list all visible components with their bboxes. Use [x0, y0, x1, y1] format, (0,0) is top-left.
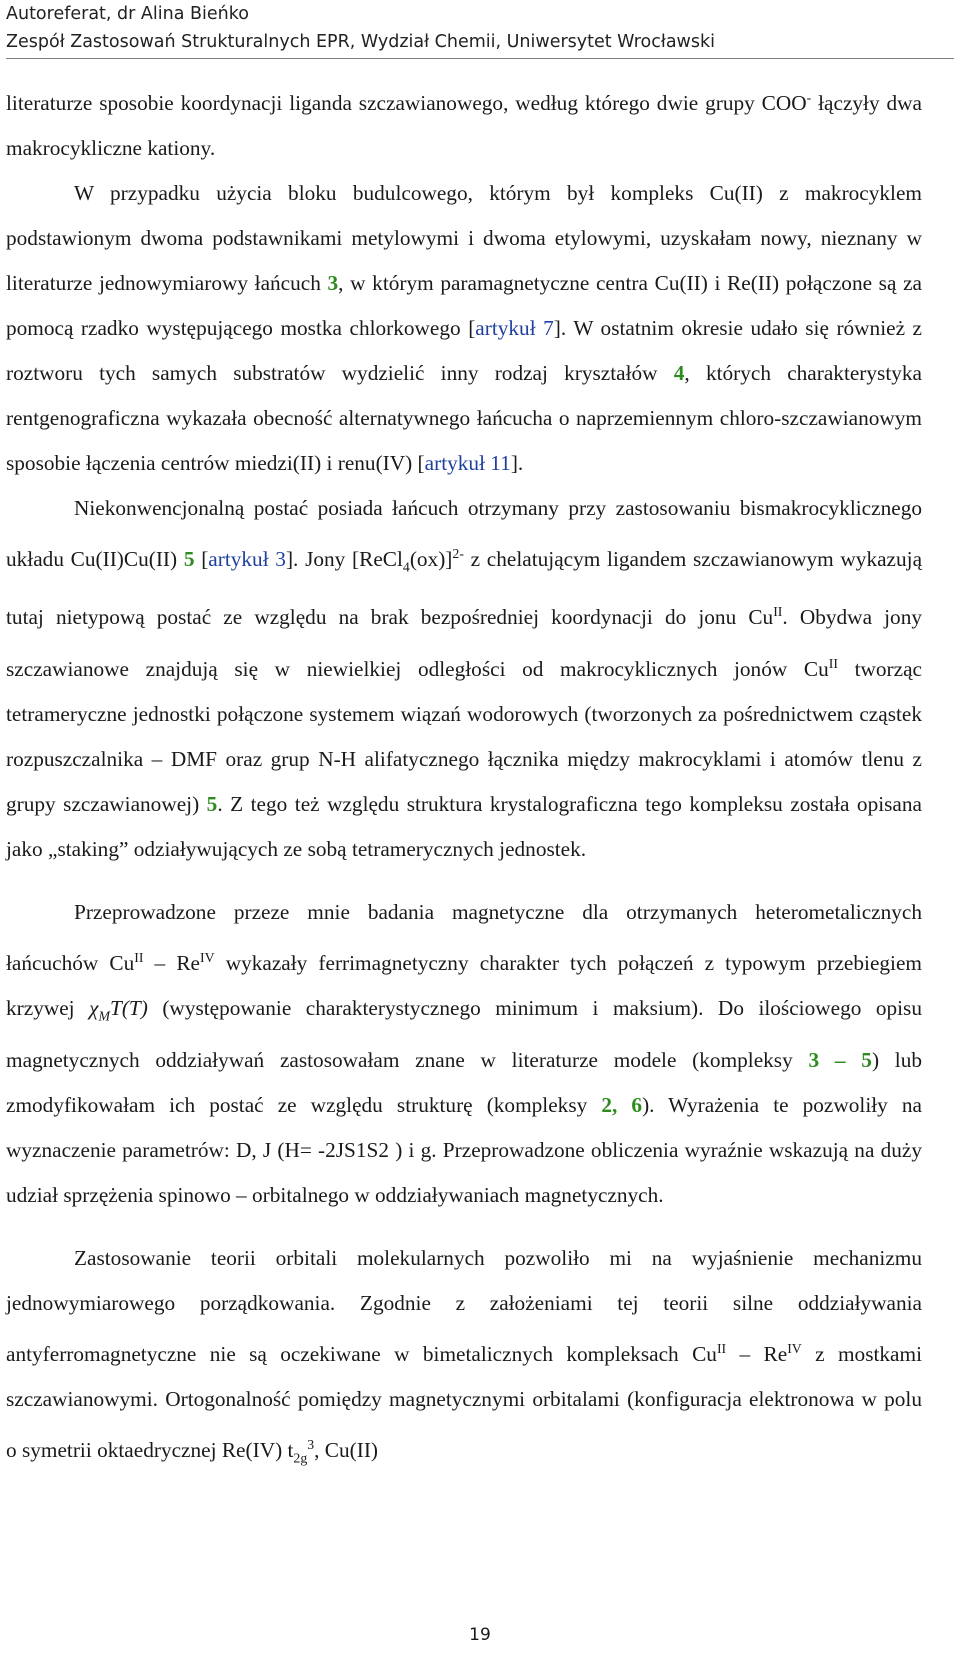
header-affiliation: Zespół Zastosowań Strukturalnych EPR, Wydział Chemii, Uniwersytet Wrocławski: [6, 32, 715, 52]
superscript: II: [773, 604, 783, 620]
text-run: , Cu(II): [314, 1438, 379, 1463]
text-run: – Re: [143, 950, 200, 975]
paragraph: [6, 171, 922, 486]
superscript: II: [716, 1340, 727, 1356]
paragraph: [6, 890, 922, 1218]
paragraph-gap: [6, 1218, 922, 1236]
paragraph-gap: [6, 872, 922, 890]
header-author: Autoreferat, dr Alina Bieńko: [6, 4, 249, 24]
text-run: łączyły dwa makrocykliczne kationy.: [6, 91, 922, 161]
text-run: ]. Jony [ReCl: [285, 547, 403, 572]
compound-number: –: [819, 1047, 862, 1072]
compound-number: 3: [808, 1047, 820, 1072]
italic-text: T(T): [109, 995, 148, 1020]
compound-number: 5: [206, 791, 218, 816]
document-body: [6, 75, 922, 1480]
text-run: ). Wyrażenia te pozwoliły na wyznaczenie parametrów: D, J (H= -2JS1S2 ) i g. Przeprowadzone obliczenia wyraźnie wskazują na duży udział sprzężenia spinowo – orbitalnego w oddziaływaniach magnetycznych.: [6, 1092, 922, 1207]
compound-number: 2: [601, 1092, 612, 1117]
header-divider: [6, 58, 954, 59]
text-run: , których charakterystyka rentgenograficzna wykazała obecność alternatywnego łańcucha o naprzemiennym chloro-szczawianowym sposobie łączenia centrów miedzi(II) i renu(IV) [: [6, 361, 923, 476]
superscript: IV: [787, 1340, 802, 1356]
article-reference: artykuł 3: [208, 547, 286, 572]
text-run: tworząc tetrameryczne jednostki połączone systemem wiązań wodorowych (tworzonych za pośrednictwem cząstek rozpuszczalnika – DMF oraz grup N-H alifatycznego łącznika między makrocyklami i atomów tlenu z grupy szczawianowej): [6, 656, 922, 816]
superscript: II: [134, 949, 144, 965]
paragraph: [6, 75, 922, 171]
text-run: , w którym paramagnetyczne centra Cu(II) i Re(II) połączone są za pomocą rzadko występującego mostka chlorkowego [: [6, 271, 922, 341]
text-run: W przypadku użycia bloku budulcowego, którym był kompleks Cu(II) z makrocyklem podstawionym dwoma podstawnikami metylowymi i dwoma etylowymi, uzyskałam nowy, nieznany w literaturze jednowymiarowy łańcuch: [6, 181, 922, 296]
text-run: Przeprowadzone przeze mnie badania magnetyczne dla otrzymanych heterometalicznych łańcuchów Cu: [6, 899, 922, 975]
article-reference: artykuł 7: [475, 316, 554, 341]
text-run: . Obydwa jony szczawianowe znajdują się w niewielkiej odległości od makrocyklicznych jonów Cu: [6, 605, 922, 681]
compound-number: 3: [327, 271, 339, 296]
page-header: [0, 0, 960, 56]
italic-text: χ: [89, 995, 99, 1020]
compound-number: ,: [612, 1092, 632, 1117]
text-run: ].: [510, 451, 524, 476]
text-run: z chelatującym ligandem szczawianowym wykazują tutaj nietypową postać ze względu na brak bezpośredniej koordynacji do jonu Cu: [6, 547, 923, 630]
text-run: . Z tego też względu struktura krystalograficzna tego kompleksu została opisana jako „staking” odziaływujących ze sobą tetramerycznych jednostek.: [6, 791, 922, 861]
superscript: 3: [307, 1437, 315, 1453]
text-run: ) lub zmodyfikowałam ich postać ze względu strukturę (kompleksy: [6, 1047, 923, 1117]
text-run: wykazały ferrimagnetyczny charakter tych połączeń z typowym przebiegiem krzywej: [6, 950, 922, 1020]
subscript: 2g: [293, 1450, 308, 1466]
compound-number: 6: [631, 1092, 643, 1117]
compound-number: 5: [183, 547, 195, 572]
text-run: ]. W ostatnim okresie udało się również z roztworu tych samych substratów wydzielić inny rodzaj kryształów: [6, 316, 922, 386]
text-run: (ox)]: [409, 547, 453, 572]
paragraph: [6, 486, 922, 872]
superscript: 2-: [452, 546, 464, 562]
article-reference: artykuł 11: [424, 451, 511, 476]
superscript: -: [806, 90, 812, 105]
text-run: – Re: [726, 1342, 788, 1367]
text-run: [: [194, 547, 209, 572]
subscript: 4: [402, 559, 410, 575]
text-run: Niekonwencjonalną postać posiada łańcuch otrzymany przy zastosowaniu bismakrocyklicznego układu Cu(II)Cu(II): [6, 496, 922, 572]
subscript: M: [98, 1007, 110, 1023]
text-run: z mostkami szczawianowymi. Ortogonalność pomiędzy magnetycznymi orbitalami (konfiguracja elektronowa w polu o symetrii oktaedrycznej Re(IV) t: [6, 1342, 922, 1463]
text-run: literaturze sposobie koordynacji liganda szczawianowego, według którego dwie grupy COO: [6, 91, 807, 116]
paragraph: [6, 1236, 922, 1480]
page-number: 19: [469, 1625, 491, 1645]
superscript: II: [828, 655, 838, 671]
compound-number: 5: [861, 1047, 872, 1072]
compound-number: 4: [673, 361, 685, 386]
superscript: IV: [199, 949, 215, 965]
text-run: (występowanie charakterystycznego minimum i maksium). Do ilościowego opisu magnetycznych oddziaływań zastosowałam znane w literaturze modele (kompleksy: [6, 995, 922, 1072]
text-run: Zastosowanie teorii orbitali molekularnych pozwoliło mi na wyjaśnienie mechanizmu jednowymiarowego porządkowania. Zgodnie z założeniami tej teorii silne oddziaływania antyferromagnetyczne nie są oczekiwane w bimetalicznych kompleksach Cu: [6, 1245, 922, 1367]
